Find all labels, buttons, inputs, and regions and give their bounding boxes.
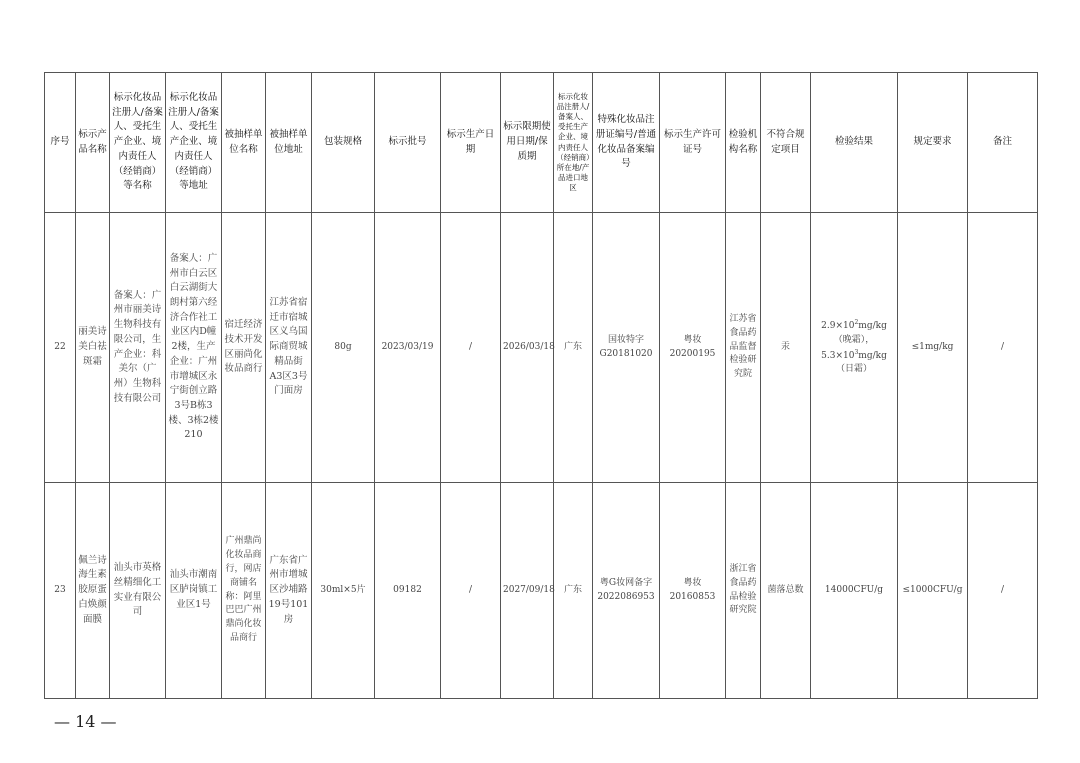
- cell-package: 80g: [312, 213, 375, 483]
- header-sampled-unit: 被抽样单位名称: [222, 73, 266, 213]
- cell-remark: /: [968, 213, 1038, 483]
- cell-nonconforming-item: 菌落总数: [761, 483, 811, 699]
- cell-sampled-unit: 广州鼎尚化妆品商行，网店商铺名称：阿里巴巴广州鼎尚化妆品商行: [222, 483, 266, 699]
- header-batch: 标示批号: [375, 73, 441, 213]
- header-registration-number: 特殊化妆品注册证编号/普通化妆品备案编号: [593, 73, 660, 213]
- cell-license: 粤妆20160853: [660, 483, 726, 699]
- cell-production-date: /: [441, 213, 501, 483]
- cell-entity-name: 备案人：广州市丽美诗生物科技有限公司，生产企业：科美尔（广州）生物科技有限公司: [110, 213, 166, 483]
- cell-seq: 22: [45, 213, 76, 483]
- header-remark: 备注: [968, 73, 1038, 213]
- cell-remark: /: [968, 483, 1038, 699]
- cell-expiry: 2026/03/18: [501, 213, 554, 483]
- header-sampled-address: 被抽样单位地址: [266, 73, 312, 213]
- header-seq: 序号: [45, 73, 76, 213]
- cell-product-name: 丽美诗美白祛斑霜: [76, 213, 110, 483]
- cell-result: [811, 213, 898, 483]
- cell-lab: 江苏省食品药品监督检验研究院: [726, 213, 761, 483]
- header-nonconforming-item: 不符合规定项目: [761, 73, 811, 213]
- cell-expiry: 2027/09/18: [501, 483, 554, 699]
- header-entity-name: 标示化妆品注册人/备案人、受托生产企业、境内责任人（经销商）等名称: [110, 73, 166, 213]
- header-entity-address: 标示化妆品注册人/备案人、受托生产企业、境内责任人（经销商）等地址: [166, 73, 222, 213]
- header-region: 标示化妆品注册人/备案人、受托生产企业、境内责任人（经销商）所在地/产品进口地区: [554, 73, 593, 213]
- cell-nonconforming-item: 汞: [761, 213, 811, 483]
- cell-sampled-address: 江苏省宿迁市宿城区义乌国际商贸城精品街A3区3号门面房: [266, 213, 312, 483]
- page-number: — 14 —: [54, 712, 117, 731]
- result-line-4: （日霜）: [835, 364, 872, 375]
- cell-requirement: ≤1000CFU/g: [898, 483, 968, 699]
- header-production-date: 标示生产日期: [441, 73, 501, 213]
- cell-result: 14000CFU/g: [811, 483, 898, 699]
- cell-lab: 浙江省食品药品检验研究院: [726, 483, 761, 699]
- cell-entity-address: 汕头市潮南区胪岗镇工业区1号: [166, 483, 222, 699]
- header-result: 检验结果: [811, 73, 898, 213]
- table-row: [45, 483, 1038, 699]
- cell-requirement: ≤1mg/kg: [898, 213, 968, 483]
- header-product-name: 标示产品名称: [76, 73, 110, 213]
- result-line-3: $5.3\times 10^3mg/kg$: [821, 348, 887, 361]
- cell-batch: 2023/03/19: [375, 213, 441, 483]
- header-lab: 检验机构名称: [726, 73, 761, 213]
- cell-entity-address: 备案人：广州市白云区白云湖街大朗村第六经济合作社工业区内D幢2楼，生产企业：广州市增城区永宁街创立路3号B栋3楼、3栋2楼210: [166, 213, 222, 483]
- cell-registration-number: 国妆特字G20181020: [593, 213, 660, 483]
- cell-product-name: 佩兰诗海生素胶原蛋白焕颜面膜: [76, 483, 110, 699]
- cell-production-date: /: [441, 483, 501, 699]
- header-expiry: 标示限期使用日期/保质期: [501, 73, 554, 213]
- table-row: [45, 213, 1038, 483]
- cell-sampled-unit: 宿迁经济技术开发区丽尚化妆品商行: [222, 213, 266, 483]
- cell-batch: 09182: [375, 483, 441, 699]
- sampling-results-table: [44, 72, 1038, 699]
- cell-region: 广东: [554, 483, 593, 699]
- result-line-2: （晚霜），: [833, 334, 875, 345]
- cell-license: 粤妆20200195: [660, 213, 726, 483]
- table-header-row: [45, 73, 1038, 213]
- header-license: 标示生产许可证号: [660, 73, 726, 213]
- cell-seq: 23: [45, 483, 76, 699]
- cell-region: 广东: [554, 213, 593, 483]
- header-requirement: 规定要求: [898, 73, 968, 213]
- cell-package: 30ml×5片: [312, 483, 375, 699]
- cell-sampled-address: 广东省广州市增城区沙埔路19号101房: [266, 483, 312, 699]
- cell-registration-number: 粤G妆网备字2022086953: [593, 483, 660, 699]
- header-package: 包装规格: [312, 73, 375, 213]
- cell-entity-name: 汕头市英格丝精细化工实业有限公司: [110, 483, 166, 699]
- result-line-1: $2.9\times 10^2mg/kg$: [821, 318, 887, 331]
